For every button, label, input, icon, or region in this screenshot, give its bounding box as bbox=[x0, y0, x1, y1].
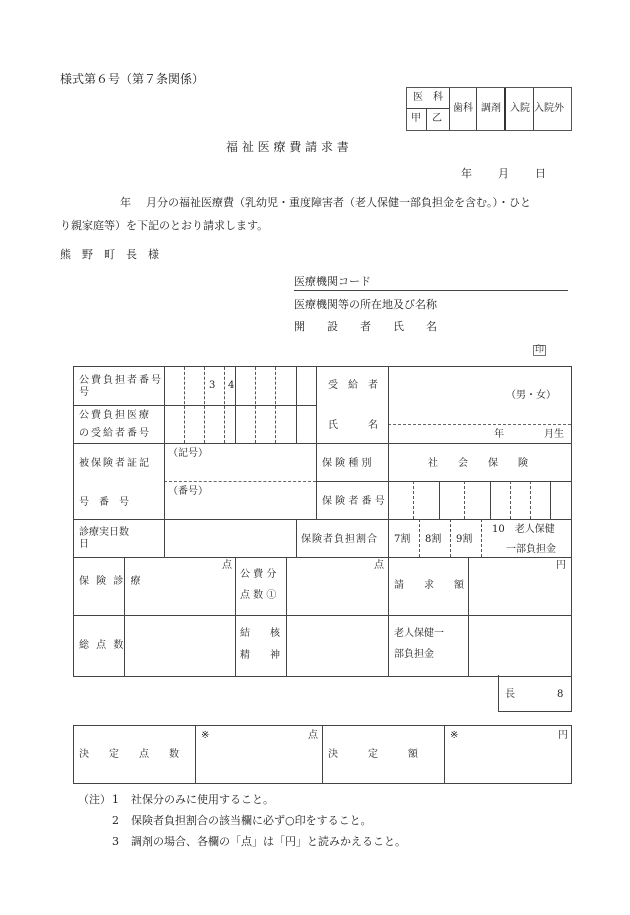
number-field[interactable] bbox=[166, 500, 314, 517]
insurance-points-unit: 点 bbox=[222, 560, 232, 571]
days-unit: 日 bbox=[79, 539, 89, 550]
burden-ratio-label: 保険者負担割合 bbox=[301, 534, 378, 545]
billing-text-line2: り親家庭等）を下記のとおり請求します。 bbox=[60, 219, 269, 232]
billing-year: 年 bbox=[120, 196, 131, 209]
page-title: 福 祉 医 療 費 請 求 書 bbox=[226, 140, 349, 154]
decided-points-field[interactable] bbox=[197, 744, 320, 781]
decided-points-unit: 点 bbox=[308, 730, 318, 741]
chief-box bbox=[498, 675, 572, 712]
days-field[interactable] bbox=[134, 522, 289, 554]
addressee: 熊 野 町 長 様 bbox=[60, 248, 159, 261]
category-inpatient[interactable]: 入院 bbox=[510, 103, 530, 114]
elderly-burden-label-2: 部負担金 bbox=[394, 649, 434, 660]
category-kou[interactable]: 甲 bbox=[411, 113, 421, 124]
category-dental[interactable]: 歯科 bbox=[453, 103, 473, 114]
birth-year: 年 bbox=[494, 429, 504, 440]
burden-7[interactable]: 7割 bbox=[394, 534, 411, 545]
total-points-label: 総 点 数 bbox=[79, 640, 126, 651]
recipient-number-label-1: 公費負担医療 bbox=[79, 410, 151, 421]
date-month: 月 bbox=[498, 167, 509, 180]
tb-label: 結 核 bbox=[240, 628, 280, 639]
burden-9[interactable]: 9割 bbox=[456, 534, 473, 545]
tb-mental-field[interactable] bbox=[288, 619, 386, 673]
burden-10-b: 一部負担金 bbox=[506, 544, 556, 555]
chief-label: 長 bbox=[505, 689, 515, 700]
payer-digit-3[interactable]: 3 bbox=[209, 380, 216, 391]
recipient-number-label-2: の受給者番号 bbox=[79, 428, 151, 439]
gender-option[interactable]: （男・女） bbox=[506, 390, 556, 401]
decided-amount-label: 決 定 額 bbox=[328, 749, 418, 760]
insurance-type-value: 社 会 保 険 bbox=[428, 458, 528, 469]
institution-code-label: 医療機関コード bbox=[294, 275, 371, 288]
public-points-field[interactable] bbox=[288, 573, 386, 611]
birth-month: 月生 bbox=[544, 429, 564, 440]
recipient-label-2: 氏 名 bbox=[328, 420, 378, 431]
decided-amount-field[interactable] bbox=[446, 744, 568, 781]
symbol-field[interactable] bbox=[166, 462, 314, 479]
public-points-label-1: 公 費 分 bbox=[240, 569, 277, 580]
decided-points-mark: ※ bbox=[201, 730, 210, 741]
seal-mark: 印 bbox=[535, 345, 545, 355]
billing-amount-label: 請 求 額 bbox=[394, 580, 464, 591]
note-2-num: 2 bbox=[112, 814, 119, 827]
payer-number-label-wrap: 号 bbox=[79, 387, 89, 398]
note-1-text: 社保分のみに使用すること。 bbox=[131, 793, 274, 806]
category-medical[interactable]: 医 科 bbox=[413, 92, 443, 103]
category-outpatient[interactable]: 入院外 bbox=[534, 103, 564, 114]
mental-label: 精 神 bbox=[240, 650, 280, 661]
payer-number-label: 公費負担者番号 bbox=[79, 375, 163, 386]
insurance-treatment-label: 保 険 診 療 bbox=[79, 576, 143, 587]
symbol-label: （記号） bbox=[168, 448, 208, 459]
days-label: 診療実日数 bbox=[79, 527, 129, 538]
form-number: 様式第６号（第７条関係） bbox=[60, 72, 205, 86]
decided-points-label: 決 定 点 数 bbox=[79, 749, 179, 760]
insurance-points-field[interactable] bbox=[126, 573, 232, 611]
decided-amount-unit: 円 bbox=[558, 730, 568, 741]
billing-amount-unit: 円 bbox=[556, 560, 566, 571]
institution-address-label: 医療機関等の所在地及び名称 bbox=[294, 298, 437, 311]
note-3-text: 調剤の場合、各欄の「点」は「円」と読みかえること。 bbox=[131, 835, 406, 848]
payer-digit-4[interactable]: 4 bbox=[228, 380, 235, 391]
insurance-type-label: 保 険 種 別 bbox=[322, 458, 372, 469]
founder-name-label: 開 設 者 氏 名 bbox=[294, 320, 437, 333]
main-table bbox=[73, 366, 572, 677]
notes-prefix: （注） bbox=[78, 793, 111, 806]
public-points-label-2: 点 数 ① bbox=[240, 590, 277, 601]
date-year: 年 bbox=[461, 167, 472, 180]
category-pharmacy[interactable]: 調剤 bbox=[481, 103, 501, 114]
elderly-burden-field[interactable] bbox=[470, 619, 568, 673]
burden-8[interactable]: 8割 bbox=[425, 534, 442, 545]
chief-value: 8 bbox=[557, 689, 564, 700]
decision-table bbox=[73, 725, 572, 784]
note-2-text: 保険者負担割合の該当欄に必ず○印をすること。 bbox=[131, 814, 372, 827]
decided-amount-mark: ※ bbox=[450, 730, 459, 741]
recipient-name-field[interactable] bbox=[390, 369, 570, 421]
burden-10[interactable]: 10 老人保健 bbox=[492, 524, 555, 535]
insured-card-label-1: 被保険者証記 bbox=[79, 458, 151, 469]
institution-code-line[interactable] bbox=[294, 290, 568, 291]
note-3-num: 3 bbox=[112, 835, 119, 848]
recipient-label-1: 受 給 者 bbox=[328, 380, 378, 391]
total-points-field[interactable] bbox=[126, 619, 232, 673]
insurer-number-label: 保 険 者 番 号 bbox=[322, 496, 385, 507]
insured-card-label-2: 号 番 号 bbox=[79, 497, 129, 508]
billing-amount-field[interactable] bbox=[470, 573, 568, 611]
billing-text-line1: 月分の福祉医療費（乳幼児・重度障害者（老人保健一部負担金を含む。）・ひと bbox=[146, 196, 531, 209]
public-points-unit: 点 bbox=[374, 560, 384, 571]
date-day: 日 bbox=[535, 167, 546, 180]
note-1-num: 1 bbox=[112, 793, 119, 806]
category-box bbox=[406, 87, 572, 131]
elderly-burden-label-1: 老人保健一 bbox=[394, 628, 444, 639]
number-label: （番号） bbox=[168, 486, 208, 497]
category-otsu[interactable]: 乙 bbox=[432, 113, 442, 124]
